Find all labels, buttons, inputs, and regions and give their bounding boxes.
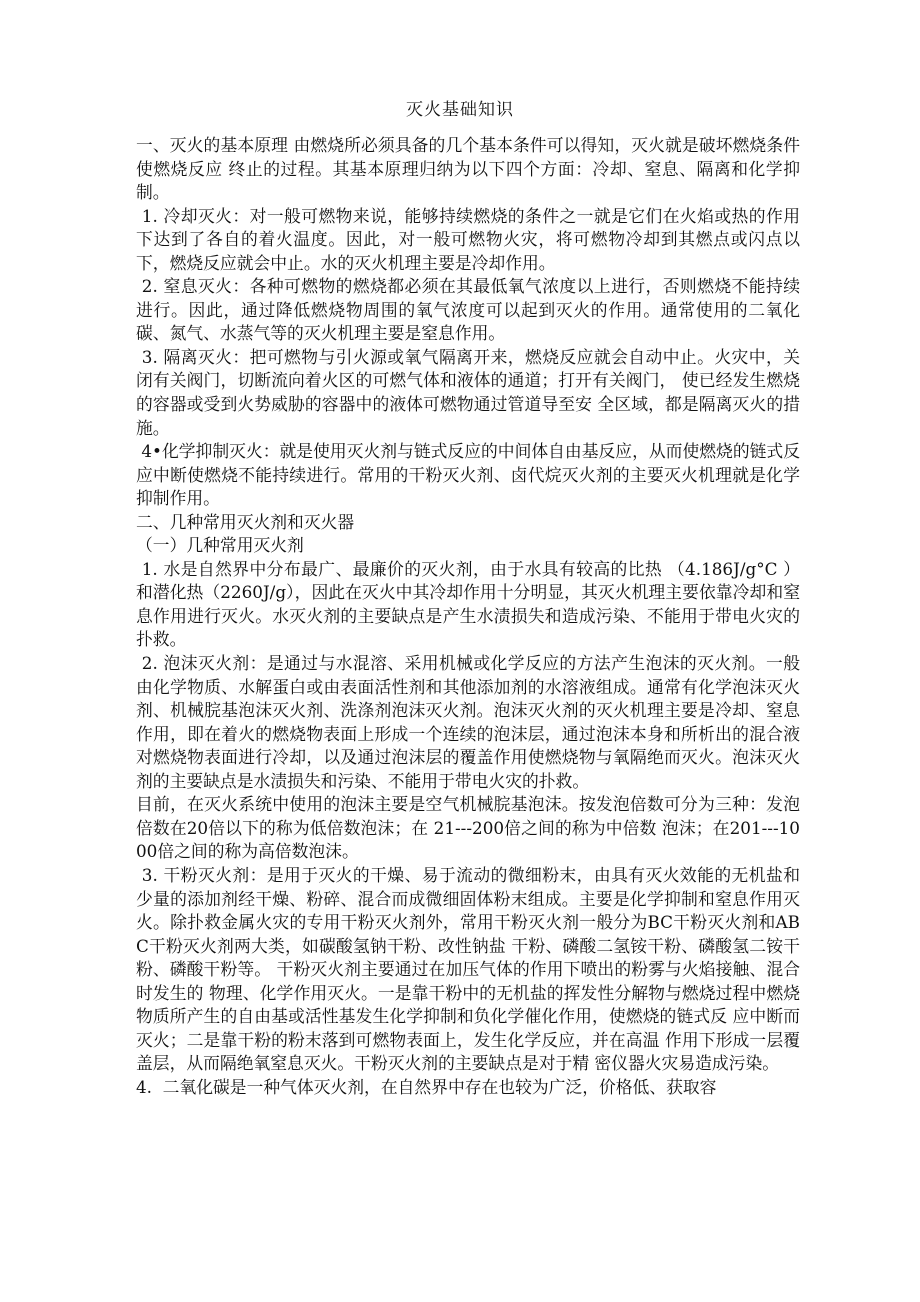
paragraph-dry-powder: 3. 干粉灭火剂：是用于灭火的干燥、易于流动的微细粉末，由具有灭火效能的无机盐和少量的添加剂经干燥、粉碎、混合而成微细固体粉末组成。主要是化学抑制和窒息作用灭火。除扑救金属火灾的专用干粉灭火剂外，常用干粉灭火剂一般分为BC干粉灭火剂和ABC干粉灭火剂两大类，如碳酸氢钠干粉、改性钠盐 干粉、磷酸二氢铵干粉、磷酸氢二铵干粉、磷酸干粉等。 干粉灭火剂主要通过在加压气体的作用下喷出的粉雾与火焰接触、混合时发生的 物理、化学作用灭火。一是靠干粉中的无机盐的挥发性分解物与燃烧过程中燃烧 物质所产生的自由基或活性基发生化学抑制和负化学催化作用，使燃烧的链式反 应中断而灭火；二是靠干粉的粉末落到可燃物表面上，发生化学反应，并在高温 作用下形成一层覆盖层，从而隔绝氧窒息灭火。干粉灭火剂的主要缺点是对于精 密仪器火灾易造成污染。 [136, 864, 806, 1074]
document-title: 灭火基础知识 [406, 100, 514, 120]
paragraph-isolation: 3. 隔离灭火：把可燃物与引火源或氧气隔离开来，燃烧反应就会自动中止。火灾中，关闭有关阀门，切断流向着火区的可燃气体和液体的通道；打开有关阀门， 使已经发生燃烧的容器或受到火势威胁的容器中的液体可燃物通过管道导至安 全区域，都是隔离灭火的措施。 [136, 346, 800, 438]
document-body [136, 134, 806, 1099]
section-heading-agents-extinguishers: 二、几种常用灭火剂和灭火器 [136, 511, 355, 532]
paragraph-chemical-inhibition: 4•化学抑制灭火：就是使用灭火剂与链式反应的中间体自由基反应，从而使燃烧的链式反应中断使燃烧不能持续进行。常用的干粉灭火剂、卤代烷灭火剂的主要灭火机理就是化学抑制作用。 [136, 441, 801, 509]
paragraph-cooling: 1. 冷却灭火：对一般可燃物来说，能够持续燃烧的条件之一就是它们在火焰或热的作用下达到了各自的着火温度。因此，对一般可燃物火灾，将可燃物冷却到其燃点或闪点以下，燃烧反应就会中止。水的灭火机理主要是冷却作用。 [136, 205, 800, 273]
paragraph-water: 1. 水是自然界中分布最广、最廉价的灭火剂，由于水具有较高的比热 （4.186J/g°C ）和潜化热（2260J/g），因此在灭火中其冷却作用十分明显，其灭火机理主要依靠冷却和窒息作用进行灭火。水灭火剂的主要缺点是产生水渍损失和造成污染、不能用于带电火灾的扑救。 [136, 558, 800, 650]
subsection-heading-agents: （一）几种常用灭火剂 [136, 535, 304, 556]
paragraph-foam: 2. 泡沫灭火剂：是通过与水混溶、采用机械或化学反应的方法产生泡沫的灭火剂。一般由化学物质、水解蛋白或由表面活性剂和其他添加剂的水溶液组成。通常有化学泡沫灭火剂、机械脘基泡沫灭火剂、洗涤剂泡沫灭火剂。泡沫灭火剂的灭火机理主要是冷却、窒息作用，即在着火的燃烧物表面上形成一个连续的泡沫层，通过泡沫本身和所析出的混合液对燃烧物表面进行冷却，以及通过泡沫层的覆盖作用使燃烧物与氧隔绝而灭火。泡沫灭火剂的主要缺点是水渍损失和污染、不能用于带电火灾的扑救。 [136, 653, 800, 791]
paragraph-principles-intro: 一、灭火的基本原理 由燃烧所必须具备的几个基本条件可以得知，灭火就是破坏燃烧条件使燃烧反应 终止的过程。其基本原理归纳为以下四个方面：冷却、窒息、隔离和化学抑制。 [136, 135, 800, 203]
paragraph-smothering: 2. 窒息灭火：各种可燃物的燃烧都必须在其最低氧气浓度以上进行，否则燃烧不能持续进行。因此，通过降低燃烧物周围的氧气浓度可以起到灭火的作用。通常使用的二氧化碳、氮气、水蒸气等的灭火机理主要是窒息作用。 [136, 276, 800, 344]
paragraph-foam-expansion: 目前，在灭火系统中使用的泡沫主要是空气机械脘基泡沫。按发泡倍数可分为三种：发泡倍数在20倍以下的称为低倍数泡沫；在 21---200倍之间的称为中倍数 泡沫；在201---1000倍之间的称为高倍数泡沫。 [136, 794, 800, 862]
paragraph-co2: 4. 二氧化碳是一种气体灭火剂，在自然界中存在也较为广泛，价格低、获取容 [136, 1076, 717, 1097]
